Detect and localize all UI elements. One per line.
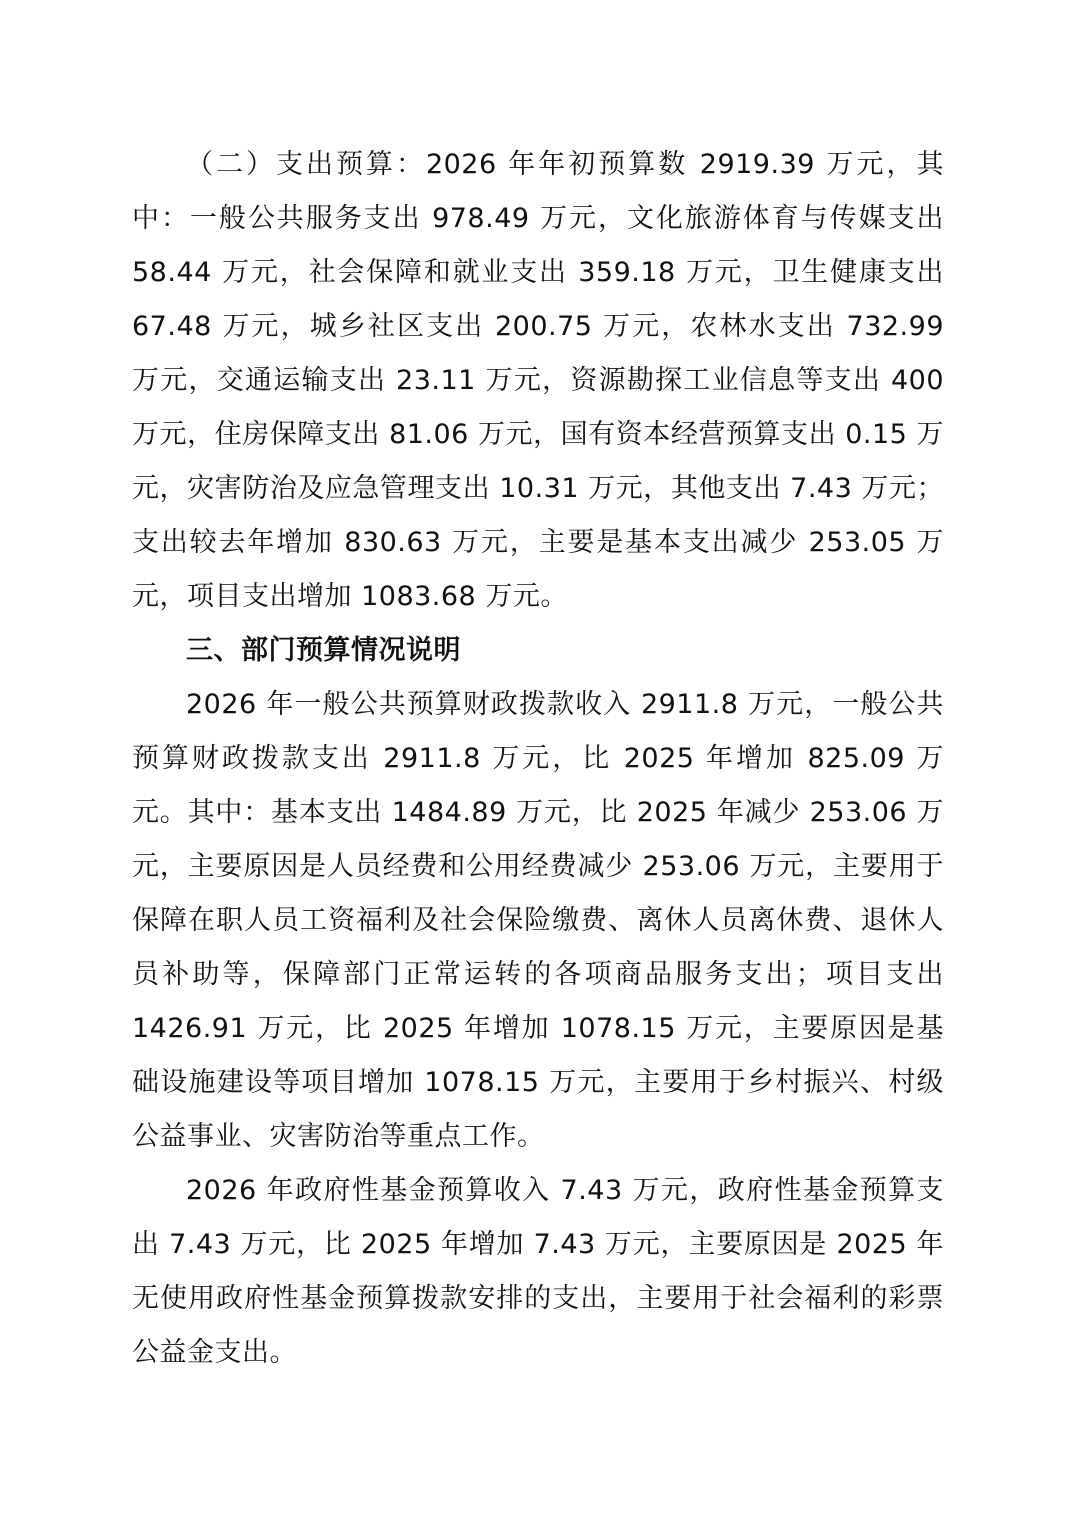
paragraph-general-public-budget: 2026 年一般公共预算财政拨款收入 2911.8 万元，一般公共预算财政拨款支出 2911.8 万元，比 2025 年增加 825.09 万元。其中：基本支出 1484.89 万元，比 2025 年减少 253.06 万元，主要原因是人员经费和公用经费减少 253.06 万元，主要用于保障在职人员工资福利及社会保险缴费、离休人员离休费、退休人员补助等，保障部门正常运转的各项商品服务支出；项目支出 1426.91 万元，比 2025 年增加 1078.15 万元，主要原因是基础设施建设等项目增加 1078.15 万元，主要用于乡村振兴、村级公益事业、灾害防治等重点工作。 <box>132 689 944 1152</box>
section-heading-department-budget: 三、部门预算情况说明 <box>186 635 461 666</box>
paragraph-government-fund-budget: 2026 年政府性基金预算收入 7.43 万元，政府性基金预算支出 7.43 万元，比 2025 年增加 7.43 万元，主要原因是 2025 年无使用政府性基金预算拨款安排的支出，主要用于社会福利的彩票公益金支出。 <box>132 1175 944 1368</box>
paragraph-expenditure-budget: （二）支出预算：2026 年年初预算数 2919.39 万元，其中：一般公共服务支出 978.49 万元，文化旅游体育与传媒支出 58.44 万元，社会保障和就业支出 359.18 万元，卫生健康支出 67.48 万元，城乡社区支出 200.75 万元，农林水支出 732.99 万元，交通运输支出 23.11 万元，资源勘探工业信息等支出 400 万元，住房保障支出 81.06 万元，国有资本经营预算支出 0.15 万元，灾害防治及应急管理支出 10.31 万元，其他支出 7.43 万元；支出较去年增加 830.63 万元，主要是基本支出减少 253.05 万元，项目支出增加 1083.68 万元。 <box>132 149 944 612</box>
document-body <box>132 138 944 1380</box>
